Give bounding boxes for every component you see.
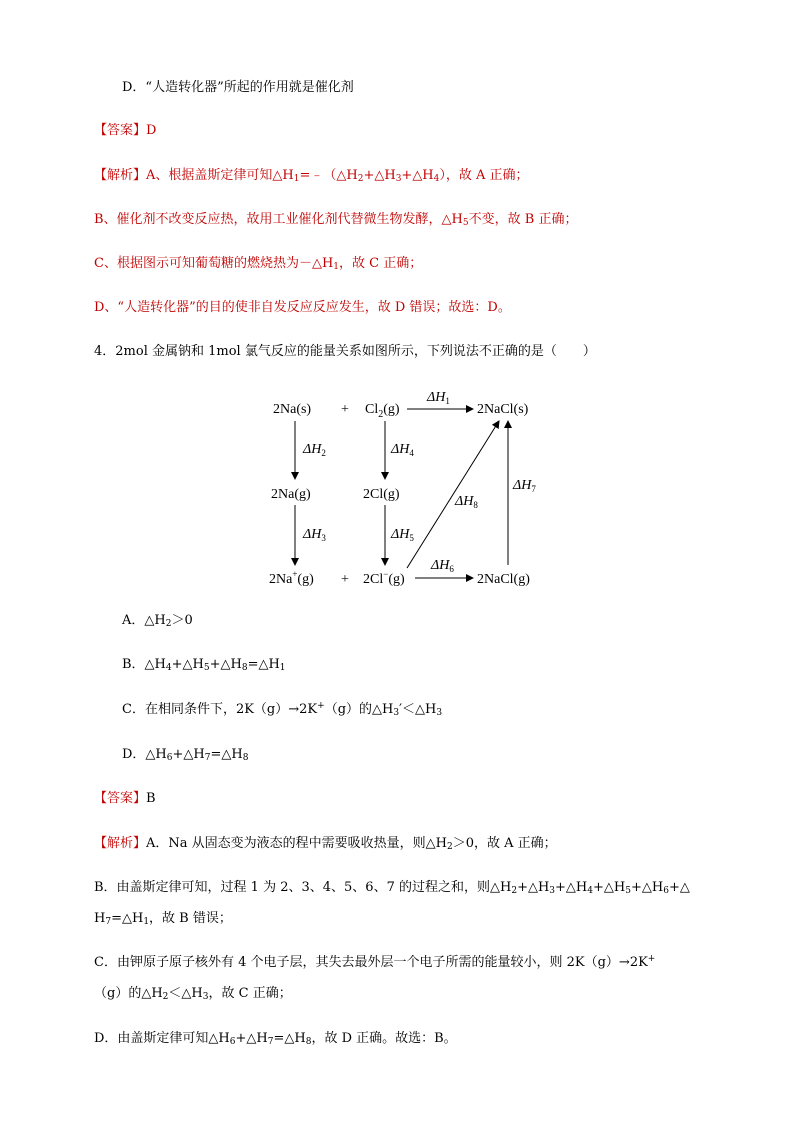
prev-analysis-a: 【解析】A、根据盖斯定律可知$\triangle H_1=﹣(\triangle H_2+\triangle H_3+\triangle H_4)$，故 A 正确； [94, 168, 529, 184]
prev-analysis-b: B、催化剂不改变反应热，故用工业催化剂代替微生物发酵，$\triangle H_5$不变，故 B 正确； [94, 212, 578, 228]
species-cl-ion: 2Cl−(g) [363, 569, 405, 587]
answer-label: 【答案】 [94, 791, 147, 806]
q4-analysis-c-line2: （g）的$\triangle H_2<\triangle H_3$，故 C 正确； [94, 986, 292, 1002]
label-dh8: $\Delta H_8$ [455, 494, 478, 510]
plus-top: + [341, 402, 349, 417]
q4-analysis-a: 【解析】A．Na 从固态变为液态的程中需要吸收热量，则$\triangle H_2>0$，故 A 正确； [94, 836, 557, 852]
species-na-g: 2Na(g) [271, 487, 311, 502]
option-d: D．$\triangle H_6+\triangle H_7=\triangle H_8$ [122, 747, 249, 763]
q4-analysis-c-line1: C．由钾原子原子核外有 4 个电子层，其失去最外层一个电子所需的能量较小，则 2K（g）→2K+ [94, 954, 656, 970]
species-na-ion: 2Na+(g) [269, 569, 314, 587]
species-nacl-s: 2NaCl(s) [477, 402, 529, 417]
species-nacl-g: 2NaCl(g) [477, 572, 530, 587]
prev-answer [94, 121, 156, 141]
label-dh6: $\Delta H_6$ [431, 558, 454, 574]
label-dh3: $\Delta H_3$ [303, 527, 326, 543]
species-cl2-g: $Cl_2(g)$ [365, 402, 400, 420]
prev-analysis-d: D、“人造转化器”的目的使非自发反应反应发生，故 D 错误；故选：D。 [94, 300, 511, 315]
plus-bottom: + [341, 572, 349, 587]
option-c: C．在相同条件下，2K（g）→2K+（g）的$\triangle H_3'<\triangle H_3$ [122, 701, 443, 718]
label-dh7: $\Delta H_7$ [513, 478, 536, 494]
answer-value: B [146, 791, 156, 806]
q4-analysis-b-line1: B．由盖斯定律可知，过程 1 为 2、3、4、5、6、7 的过程之和，则$\triangle H_2+\triangle H_3+\triangle H_4+\triangle H_5+\triangle H_6+\triangle$ [94, 880, 690, 896]
option-b: B．$\triangle H_4+\triangle H_5+\triangle H_8=\triangle H_1$ [122, 657, 286, 673]
q4-analysis-d: D．由盖斯定律可知$\triangle H_6+\triangle H_7=\triangle H_8$，故 D 正确。故选：B。 [94, 1031, 457, 1047]
q4-answer [94, 789, 156, 809]
prev-option-d: D．“人造转化器”所起的作用就是催化剂 [122, 80, 354, 95]
label-dh5: $\Delta H_5$ [391, 527, 414, 543]
arrow-dh8 [407, 421, 499, 568]
q4-analysis-b-line2: $H_7=\triangle H_1$，故 B 错误； [94, 911, 232, 927]
label-dh1: $\Delta H_1$ [427, 390, 450, 406]
question-4-stem: 4．2mol 金属钠和 1mol 氯气反应的能量关系如图所示，下列说法不正确的是（ ） [94, 344, 596, 359]
answer-value: D [146, 123, 157, 138]
option-a: A．$\triangle H_2>0$ [122, 613, 193, 629]
label-dh2: $\Delta H_2$ [303, 442, 326, 458]
answer-label: 【答案】 [94, 123, 147, 138]
species-na-s: 2Na(s) [273, 402, 312, 417]
prev-analysis-c: C、根据图示可知葡萄糖的燃烧热为$-\triangle H_1$，故 C 正确； [94, 256, 423, 272]
species-cl-g: 2Cl(g) [363, 487, 400, 502]
energy-diagram [255, 383, 555, 593]
label-dh4: $\Delta H_4$ [391, 442, 414, 458]
